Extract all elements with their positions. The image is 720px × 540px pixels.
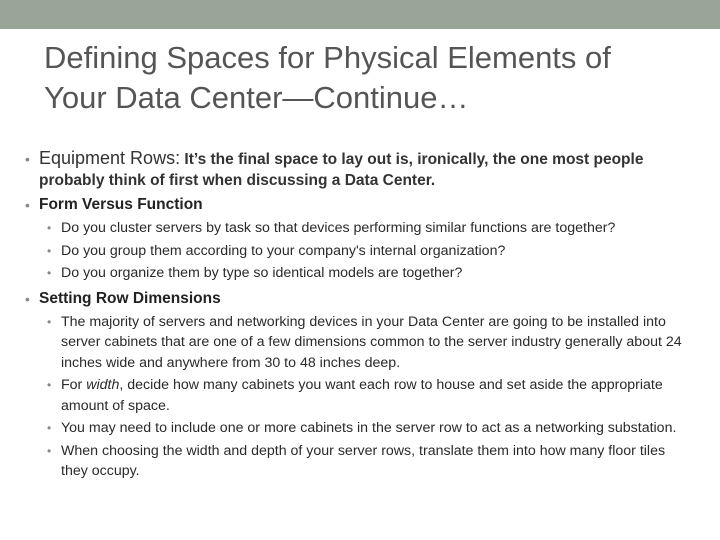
list-item-text-suffix: , decide how many cabinets you want each row to house and set aside the appropriate amount of space. <box>61 377 663 414</box>
list-item-text: The majority of servers and networking devices in your Data Center are going to be installed into server cabinets that are one of a few dimensions common to the server industry generally about 24 inches wide and anywhere from 30 to 48 inches deep. <box>61 313 682 371</box>
list-item-text: Do you group them according to your company's internal organization? <box>61 242 506 259</box>
list-item-text-prefix: For <box>61 377 87 393</box>
top-color-band <box>0 0 720 29</box>
equipment-rows-text: It’s the final space to lay out is, ironically, the one most people probably think of first when discussing a Data Center. <box>39 151 644 189</box>
form-versus-function-list <box>0 218 720 284</box>
sub-bullet-dot-icon: • <box>47 221 52 235</box>
form-versus-function-heading: Form Versus Function <box>39 196 203 213</box>
bullet-dot-icon: • <box>25 151 30 167</box>
list-item <box>0 218 691 239</box>
slide-title-line-2: Your Data Center—Continue… <box>44 80 469 115</box>
list-item <box>0 418 691 439</box>
list-item <box>0 263 691 284</box>
equipment-rows-heading: Equipment Rows: <box>39 148 181 168</box>
list-item-emphasis: width <box>86 377 120 393</box>
bullet-dot-icon: • <box>25 197 30 213</box>
slide-title <box>44 38 694 118</box>
list-item <box>0 312 691 374</box>
list-item-text: Do you organize them by type so identical models are together? <box>61 265 463 281</box>
list-item-text: Do you cluster servers by task so that devices performing similar functions are together? <box>61 220 616 236</box>
sub-bullet-dot-icon: • <box>47 378 52 392</box>
setting-row-dimensions-heading: Setting Row Dimensions <box>39 289 221 307</box>
bullet-form-versus-function <box>0 194 679 215</box>
bullet-equipment-rows <box>0 148 679 191</box>
setting-row-dimensions-list <box>0 312 720 482</box>
bullet-dot-icon: • <box>25 290 30 307</box>
sub-bullet-dot-icon: • <box>47 421 52 435</box>
slide-title-line-1: Defining Spaces for Physical Elements of <box>44 40 611 75</box>
list-item <box>0 441 691 482</box>
list-item <box>0 375 691 416</box>
list-item <box>0 241 691 262</box>
list-item-text: You may need to include one or more cabinets in the server row to act as a networking substation. <box>61 420 677 436</box>
sub-bullet-dot-icon: • <box>47 266 52 280</box>
sub-bullet-dot-icon: • <box>47 314 52 329</box>
sub-bullet-dot-icon: • <box>47 243 52 258</box>
list-item-text: When choosing the width and depth of your server rows, translate them into how many floor tiles they occupy. <box>61 442 666 479</box>
slide-content <box>0 148 720 486</box>
sub-bullet-dot-icon: • <box>47 443 52 458</box>
bullet-setting-row-dimensions <box>0 288 679 309</box>
